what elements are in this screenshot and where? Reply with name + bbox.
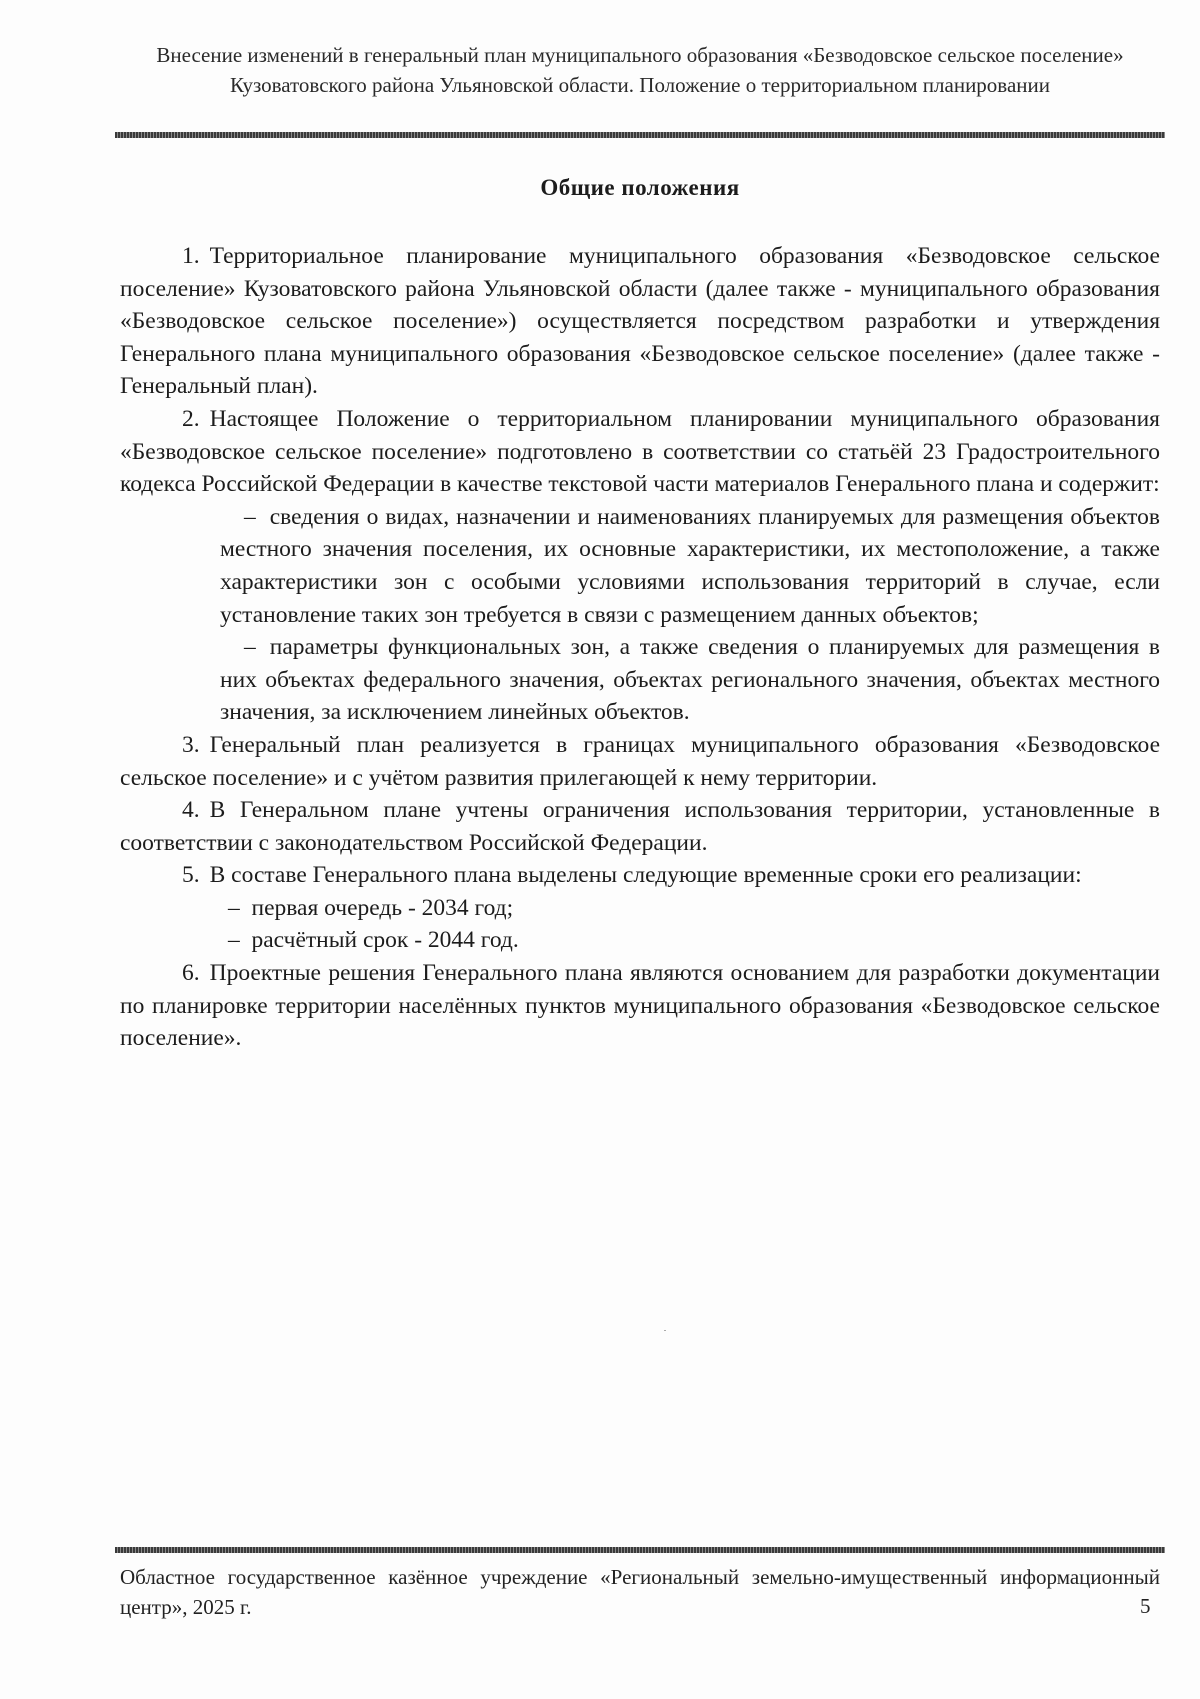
running-header: Внесение изменений в генеральный план муниципального образования «Безводовское сельское поселение» Кузоватовского района Ульяновской области. Положение о территориальном планировании — [156, 43, 1124, 97]
dash-marker: – — [244, 634, 256, 661]
paragraph-number: 3. — [182, 731, 200, 758]
document-body — [120, 240, 1160, 1055]
paragraph-text: Территориальное планирование муниципального образования «Безводовское сельское поселение» Кузоватовского района Ульяновской области (далее также - муниципального образования «Безводовское сельское поселение») осуществляется посредством разработки и утверждения Генерального плана муниципального образования «Безводовское сельское поселение» (далее также - Генеральный план). — [120, 243, 1160, 400]
paragraph-1 — [120, 240, 1160, 403]
paragraph-text: В составе Генерального плана выделены следующие временные сроки его реализации: — [209, 862, 1082, 889]
page-number: 5 — [1140, 1594, 1151, 1618]
list-item-text: сведения о видах, назначении и наименованиях планируемых для размещения объектов местного значения поселения, их основные характеристики, их местоположение, а также характеристики зон с особыми условиями использования территорий в случае, если установление таких зон требуется в связи с размещением данных объектов; — [220, 503, 1160, 628]
timeline-list — [228, 892, 1160, 957]
list-item — [220, 631, 1160, 729]
dash-marker: – — [244, 503, 256, 530]
paragraph-4 — [120, 794, 1160, 859]
dash-marker: – — [228, 927, 240, 954]
content-list — [220, 501, 1160, 729]
paragraph-6 — [120, 957, 1160, 1055]
dash-marker: – — [228, 894, 240, 921]
list-item-text: расчётный срок - 2044 год. — [251, 927, 519, 954]
list-item-text: первая очередь - 2034 год; — [251, 894, 514, 921]
footer-divider — [115, 1547, 1165, 1553]
list-item — [220, 501, 1160, 631]
paragraph-number: 6. — [182, 960, 200, 987]
paragraph-5 — [120, 859, 1160, 892]
paragraph-text: В Генеральном плане учтены ограничения использования территории, установленные в соответствии с законодательством Российской Федерации. — [120, 797, 1160, 856]
paragraph-number: 2. — [182, 405, 200, 432]
running-footer: Областное государственное казённое учреждение «Региональный земельно-имущественный информационный центр», 2025 г. — [120, 1565, 1160, 1619]
scan-speck — [664, 1330, 666, 1331]
paragraph-text: Настоящее Положение о территориальном планировании муниципального образования «Безводовское сельское поселение» подготовлено в соответствии со статьёй 23 Градостроительного кодекса Российской Федерации в качестве текстовой части материалов Генерального плана и содержит: — [120, 405, 1160, 498]
paragraph-number: 5. — [182, 862, 200, 889]
paragraph-number: 4. — [182, 797, 200, 824]
header-divider — [115, 132, 1165, 138]
paragraph-number: 1. — [182, 243, 200, 269]
paragraph-2 — [120, 403, 1160, 501]
list-item — [228, 924, 1160, 957]
section-title: Общие положения — [540, 175, 740, 200]
list-item-text: параметры функциональных зон, а также сведения о планируемых для размещения в них объектах федерального значения, объектах регионального значения, объектах местного значения, за исключением линейных объектов. — [220, 634, 1160, 726]
paragraph-3 — [120, 729, 1160, 794]
list-item — [228, 892, 1160, 925]
paragraph-text: Генеральный план реализуется в границах муниципального образования «Безводовское сельское поселение» и с учётом развития прилегающей к нему территории. — [120, 731, 1160, 791]
paragraph-text: Проектные решения Генерального плана являются основанием для разработки документации по планировке территории населённых пунктов муниципального образования «Безводовское сельское поселение». — [120, 960, 1160, 1052]
